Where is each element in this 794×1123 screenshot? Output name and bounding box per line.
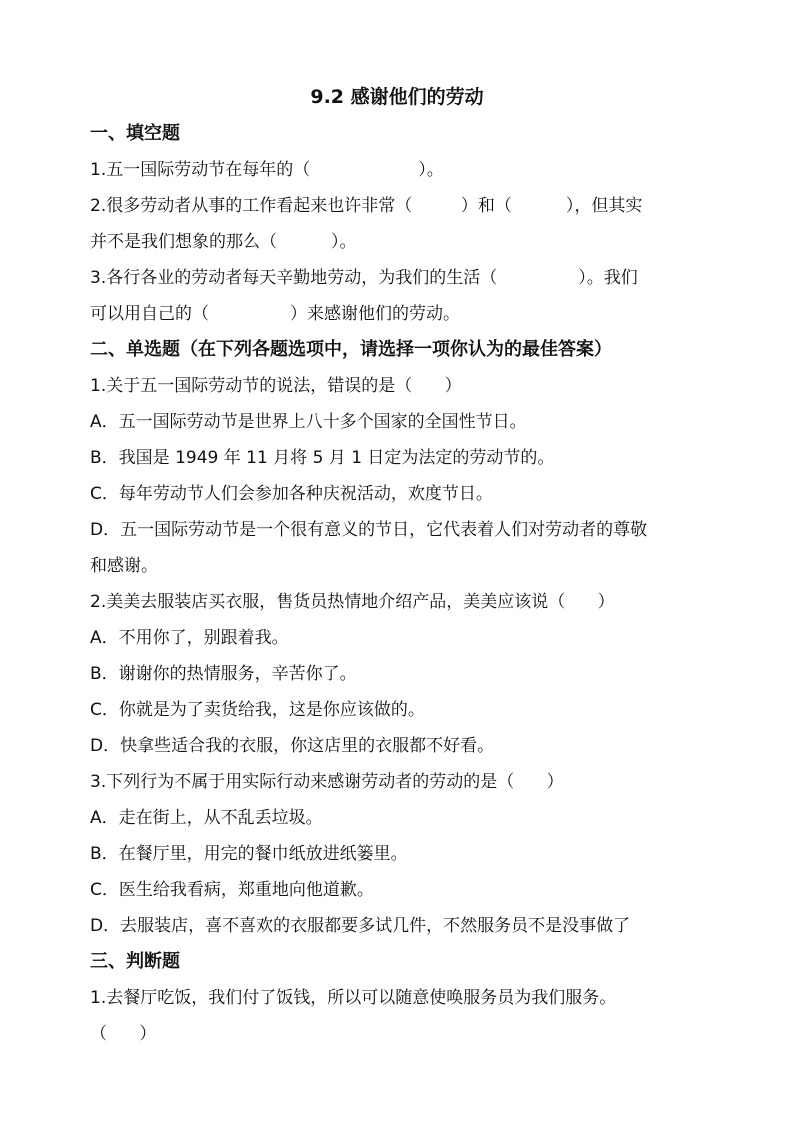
option-line: A．走在街上，从不乱丢垃圾。 [90,808,323,828]
option-line: A．五一国际劳动节是世界上八十多个国家的全国性节日。 [90,412,527,432]
option-line: 和感谢。 [90,556,158,576]
question-line: 可以用自己的（ ）来感谢他们的劳动。 [90,304,461,324]
option-line: D．去服装店，喜不喜欢的衣服都要多试几件，不然服务员不是没事做了 [90,916,631,936]
question-line: 3.各行各业的劳动者每天辛勤地劳动，为我们的生活（ ）。我们 [90,268,638,288]
question-line: 并不是我们想象的那么（ ）。 [90,232,357,252]
page-title: 9.2 感谢他们的劳动 [310,86,484,108]
option-line: B．我国是 1949 年 11 月将 5 月 1 日定为法定的劳动节的。 [90,448,555,468]
question-line: 1.五一国际劳动节在每年的（ ）。 [90,160,444,180]
option-line: C．医生给我看病，郑重地向他道歉。 [90,880,374,900]
section-heading-true-false: 三、判断题 [90,951,180,972]
option-line: B．谢谢你的热情服务，辛苦你了。 [90,664,357,684]
question-line: 1.关于五一国际劳动节的说法，错误的是（ ） [90,376,462,396]
section-heading-single-choice: 二、单选题（在下列各题选项中，请选择一项你认为的最佳答案） [90,339,612,360]
option-line: D．五一国际劳动节是一个很有意义的节日，它代表着人们对劳动者的尊敬 [90,520,648,540]
option-line: C．你就是为了卖货给我，这是你应该做的。 [90,700,425,720]
answer-bracket: （ ） [90,1024,157,1044]
question-line: 1.去餐厅吃饭，我们付了饭钱，所以可以随意使唤服务员为我们服务。 [90,988,617,1008]
option-line: C．每年劳动节人们会参加各种庆祝活动，欢度节日。 [90,484,493,504]
option-line: D．快拿些适合我的衣服，你这店里的衣服都不好看。 [90,736,495,756]
question-line: 2.美美去服装店买衣服，售货员热情地介绍产品，美美应该说（ ） [90,592,615,612]
question-line: 2.很多劳动者从事的工作看起来也许非常（ ）和（ ），但其实 [90,196,643,216]
question-line: 3.下列行为不属于用实际行动来感谢劳动者的劳动的是（ ） [90,772,564,792]
option-line: B．在餐厅里，用完的餐巾纸放进纸篓里。 [90,844,408,864]
section-heading-fill-in: 一、填空题 [90,123,180,144]
option-line: A．不用你了，别跟着我。 [90,628,289,648]
